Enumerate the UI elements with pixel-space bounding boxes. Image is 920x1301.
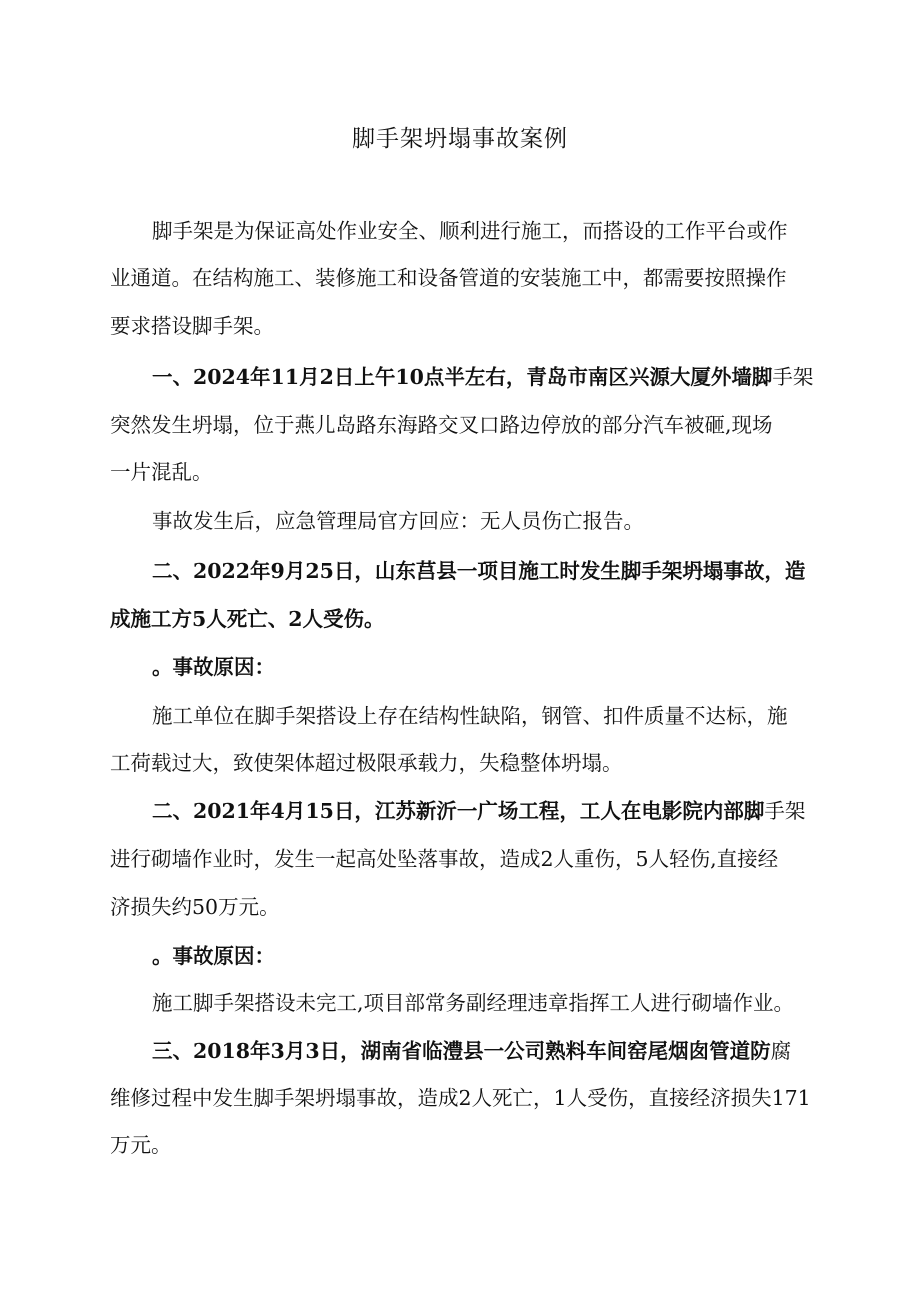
intro-line-1: 脚手架是为保证高处作业安全、顺利进行施工，而搭设的工作平台或作 bbox=[152, 219, 788, 243]
case2-line-2: 成施工方5人死亡、2人受伤。 bbox=[110, 607, 385, 631]
case3-cause-heading: 。事故原因： bbox=[152, 944, 275, 968]
case3-line-2: 进行砌墙作业时，发生一起高处坠落事故，造成2人重伤，5人轻伤,直接经 bbox=[110, 847, 779, 871]
case4-line-2: 维修过程中发生脚手架坍塌事故，造成2人死亡，1人受伤，直接经济损失171 bbox=[110, 1086, 811, 1110]
case3-lead-rest: 手架 bbox=[764, 799, 806, 823]
case4-line-3: 万元。 bbox=[110, 1133, 172, 1157]
case1-note: 事故发生后，应急管理局官方回应：无人员伤亡报告。 bbox=[152, 509, 644, 533]
case3-cause-line-1: 施工脚手架搭设未完工,项目部常务副经理违章指挥工人进行砌墙作业。 bbox=[152, 991, 795, 1015]
case4-line-1 bbox=[110, 1036, 862, 1066]
case1-lead-rest: 手架 bbox=[772, 365, 814, 389]
intro-line-3: 要求搭设脚手架。 bbox=[110, 314, 274, 338]
case2-cause-line-2: 工荷载过大，致使架体超过极限承载力，失稳整体坍塌。 bbox=[110, 751, 623, 775]
case3-line-1 bbox=[110, 796, 862, 826]
document-title: 脚手架坍塌事故案例 bbox=[352, 126, 568, 152]
case1-line-1 bbox=[110, 362, 862, 392]
case4-lead-bold: 三、2018年3月3日，湖南省临澧县一公司熟料车间窑尾烟囱管道防 bbox=[152, 1039, 771, 1063]
intro-line-2: 业通道。在结构施工、装修施工和设备管道的安装施工中，都需要按照操作 bbox=[110, 266, 787, 290]
case2-cause-heading: 。事故原因： bbox=[152, 655, 275, 679]
case3-line-3: 济损失约50万元。 bbox=[110, 895, 280, 919]
case4-lead-rest: 腐 bbox=[770, 1039, 792, 1063]
case1-lead-bold: 一、2024年11月2日上午10点半左右，青岛市南区兴源大厦外墙脚 bbox=[152, 365, 773, 389]
case3-lead-bold: 二、2021年4月15日，江苏新沂一广场工程，工人在电影院内部脚 bbox=[152, 799, 765, 823]
case2-cause-line-1: 施工单位在脚手架搭设上存在结构性缺陷，钢管、扣件质量不达标，施 bbox=[152, 704, 788, 728]
case1-line-3: 一片混乱。 bbox=[110, 460, 213, 484]
case1-line-2: 突然发生坍塌，位于燕儿岛路东海路交叉口路边停放的部分汽车被砸,现场 bbox=[110, 413, 773, 437]
case2-line-1: 二、2022年9月25日，山东莒县一项目施工时发生脚手架坍塌事故，造 bbox=[152, 559, 806, 583]
